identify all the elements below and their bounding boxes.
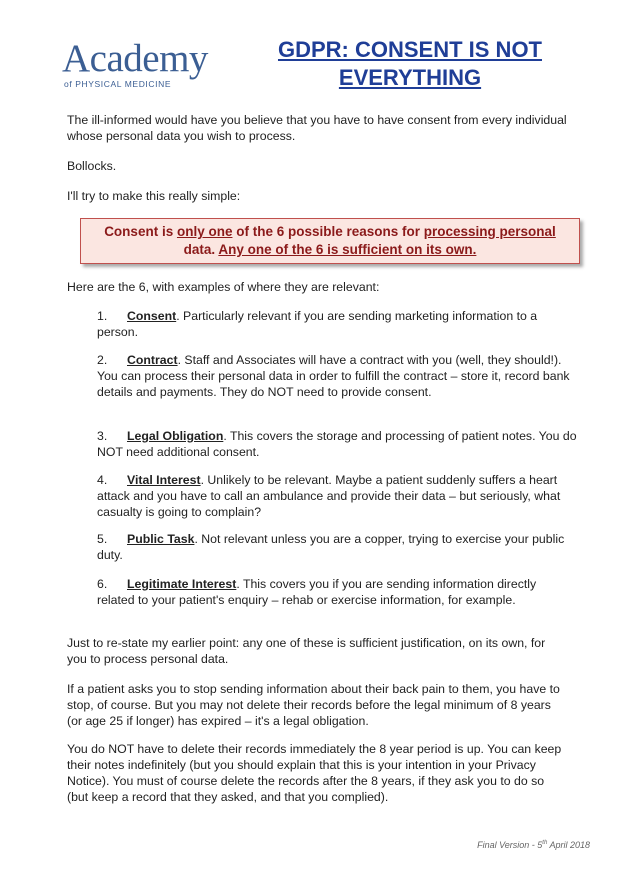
list-item bbox=[97, 531, 577, 563]
list-item bbox=[97, 428, 577, 460]
list-item bbox=[97, 472, 577, 520]
item-heading: Contract bbox=[127, 353, 178, 367]
delete-records-paragraph: You do NOT have to delete their records immediately the 8 year period is up. You can keep their notes indefinitely (but you should explain that this is your intention in your Privacy Notice). You must of course delete the records after the 8 years, if they ask you to do so (but keep a record that they asked, and that you complied). bbox=[67, 742, 562, 804]
item-text: . This covers you if you are sending information directly related to your patient's enquiry – rehab or exercise information, for example. bbox=[97, 577, 537, 607]
callout-part-1: Consent is bbox=[104, 224, 177, 239]
title-line-2: EVERYTHING bbox=[338, 65, 482, 90]
bollocks-paragraph: Bollocks. bbox=[67, 159, 117, 173]
lead-in-paragraph: Here are the 6, with examples of where they are relevant: bbox=[67, 280, 380, 294]
intro-paragraph: The ill-informed would have you believe that you have to have consent from every individual whose personal data you wish to process. bbox=[67, 113, 567, 143]
callout-part-3: of the 6 possible reasons for bbox=[232, 224, 424, 239]
item-text: . Staff and Associates will have a contract with you (well, they should!). You can process their personal data in order to fulfill the contract – store it, record bank details and payments. They do NOT need to provide consent. bbox=[97, 353, 570, 399]
logo-wordmark: Academy bbox=[62, 37, 208, 80]
logo-tagline: of PHYSICAL MEDICINE bbox=[64, 79, 172, 89]
key-point-callout bbox=[80, 218, 580, 264]
simple-paragraph: I'll try to make this really simple: bbox=[67, 189, 241, 203]
item-number: 1. bbox=[97, 309, 108, 323]
callout-processing-personal: processing personal bbox=[423, 224, 556, 239]
list-item bbox=[97, 352, 577, 400]
callout-any-one: Any one of the 6 is sufficient on its own. bbox=[218, 242, 477, 257]
item-number: 2. bbox=[97, 353, 108, 367]
callout-text bbox=[89, 223, 571, 259]
footer-date: April 2018 bbox=[547, 840, 590, 850]
callout-only-one: only one bbox=[176, 224, 233, 239]
item-heading: Legitimate Interest bbox=[127, 577, 237, 591]
academy-logo bbox=[62, 37, 212, 89]
item-number: 6. bbox=[97, 577, 108, 591]
version-footer bbox=[440, 840, 590, 850]
item-number: 5. bbox=[97, 532, 108, 546]
restate-paragraph: Just to re-state my earlier point: any one of these is sufficient justification, on its own, for you to process personal data. bbox=[67, 636, 546, 666]
footer-suffix: th bbox=[542, 840, 548, 846]
item-number: 4. bbox=[97, 473, 108, 487]
footer-day: 5 bbox=[537, 840, 543, 850]
callout-part-5: data. bbox=[183, 242, 219, 257]
item-text: . Unlikely to be relevant. Maybe a patient suddenly suffers a heart attack and you have to call an ambulance and provide their data – but seriously, what casualty is going to complain? bbox=[97, 473, 561, 519]
item-text: . Particularly relevant if you are sending marketing information to a person. bbox=[97, 309, 538, 339]
item-text: . This covers the storage and processing of patient notes. You do NOT need additional consent. bbox=[97, 429, 577, 459]
list-item bbox=[97, 308, 577, 340]
stop-sending-paragraph: If a patient asks you to stop sending information about their back pain to them, you have to stop, of course. But you may not delete their records before the legal minimum of 8 years (or age 25 if longer) has expired – it's a legal obligation. bbox=[67, 682, 560, 728]
item-text: . Not relevant unless you are a copper, trying to exercise your public duty. bbox=[97, 532, 565, 562]
item-heading: Vital Interest bbox=[127, 473, 201, 487]
item-heading: Consent bbox=[127, 309, 177, 323]
item-heading: Legal Obligation bbox=[127, 429, 224, 443]
title-line-1: GDPR: CONSENT IS NOT bbox=[277, 37, 542, 62]
footer-prefix: Final Version - bbox=[477, 840, 538, 850]
document-title bbox=[255, 36, 565, 92]
list-item bbox=[97, 576, 577, 608]
item-number: 3. bbox=[97, 429, 108, 443]
item-heading: Public Task bbox=[127, 532, 195, 546]
